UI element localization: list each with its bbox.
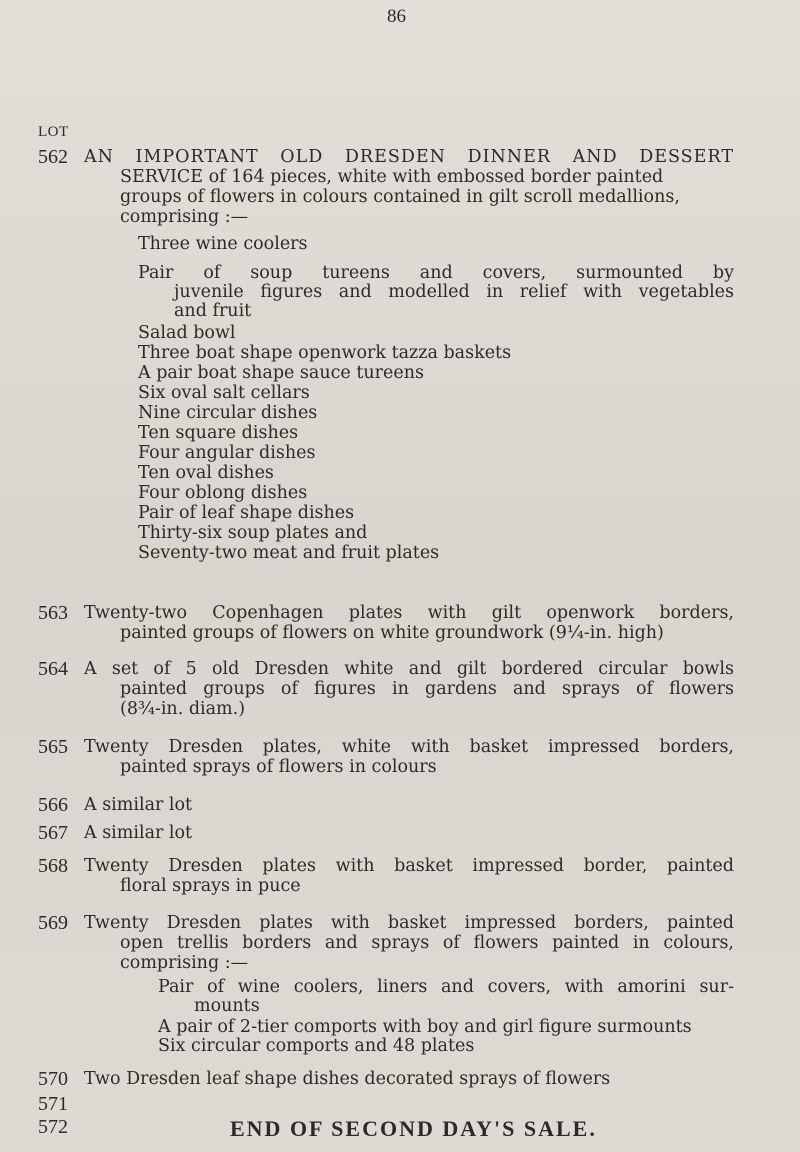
lot-568-text-line: floral sprays in puce	[120, 876, 301, 896]
lot-number: 571	[38, 1093, 68, 1115]
lot-564-text-line: painted groups of figures in gardens and sprays of flowers	[120, 679, 734, 699]
list-item: Nine circular dishes	[138, 403, 318, 423]
list-item: Four angular dishes	[138, 443, 316, 463]
lot-570-text-line: Two Dresden leaf shape dishes decorated sprays of flowers	[84, 1069, 611, 1089]
lot-562-text-line: comprising :—	[120, 207, 249, 227]
lot-569-text-line: Twenty Dresden plates with basket impressed borders, painted	[84, 913, 734, 933]
list-item: Pair of soup tureens and covers, surmounted by	[138, 263, 734, 283]
lot-number: 572	[38, 1116, 68, 1138]
lot-number: 565	[38, 736, 68, 758]
list-item: Ten oval dishes	[138, 463, 274, 483]
lot-564-text-line: A set of 5 old Dresden white and gilt bordered circular bowls	[84, 659, 734, 679]
lot-564-text-line: (8¾-in. diam.)	[120, 699, 246, 719]
list-item: Six oval salt cellars	[138, 383, 310, 403]
list-item: Four oblong dishes	[138, 483, 308, 503]
lot-565-text-line: Twenty Dresden plates, white with basket impressed borders,	[84, 737, 734, 757]
lot-562-heading: AN IMPORTANT OLD DRESDEN DINNER AND DESSERT	[84, 147, 734, 167]
lot-number: 568	[38, 855, 68, 877]
list-item: Three wine coolers	[138, 234, 308, 254]
lot-number: 566	[38, 794, 68, 816]
list-item: Seventy-two meat and fruit plates	[138, 543, 440, 563]
lot-563-text-line: Twenty-two Copenhagen plates with gilt openwork borders,	[84, 603, 734, 623]
list-item: Salad bowl	[138, 323, 236, 343]
end-of-sale-notice: END OF SECOND DAY'S SALE.	[230, 1116, 597, 1141]
list-item: Pair of leaf shape dishes	[138, 503, 355, 523]
lot-568-text-line: Twenty Dresden plates with basket impressed border, painted	[84, 856, 734, 876]
lot-number: 570	[38, 1068, 68, 1090]
lot-567-text-line: A similar lot	[84, 823, 193, 843]
list-item: and fruit	[174, 301, 252, 321]
lot-number: 569	[38, 912, 68, 934]
list-item: Pair of wine coolers, liners and covers, with amorini sur-	[158, 977, 734, 997]
lot-number: 567	[38, 822, 68, 844]
list-item: Three boat shape openwork tazza baskets	[138, 343, 512, 363]
lot-562-text-line: SERVICE of 164 pieces, white with embossed border painted	[120, 167, 664, 187]
lot-number: 562	[38, 146, 68, 168]
lot-566-text-line: A similar lot	[84, 795, 193, 815]
lot-column-header: LOT	[38, 124, 69, 140]
list-item: Ten square dishes	[138, 423, 299, 443]
lot-569-text-line: open trellis borders and sprays of flowers painted in colours,	[120, 933, 734, 953]
list-item: A pair of 2-tier comports with boy and girl figure surmounts	[158, 1017, 692, 1037]
list-item: Thirty-six soup plates and	[138, 523, 368, 543]
lot-565-text-line: painted sprays of flowers in colours	[120, 757, 437, 777]
lot-number: 563	[38, 602, 68, 624]
list-item: A pair boat shape sauce tureens	[138, 363, 424, 383]
list-item: mounts	[194, 996, 260, 1016]
list-item: Six circular comports and 48 plates	[158, 1036, 475, 1056]
lot-562-text-line: groups of flowers in colours contained in gilt scroll medallions,	[120, 187, 680, 207]
lot-number: 564	[38, 658, 68, 680]
lot-563-text-line: painted groups of flowers on white groundwork (9¼-in. high)	[120, 623, 664, 643]
list-item: juvenile figures and modelled in relief with vegetables	[174, 282, 734, 302]
lot-569-text-line: comprising :—	[120, 953, 249, 973]
page-number: 86	[387, 6, 406, 27]
